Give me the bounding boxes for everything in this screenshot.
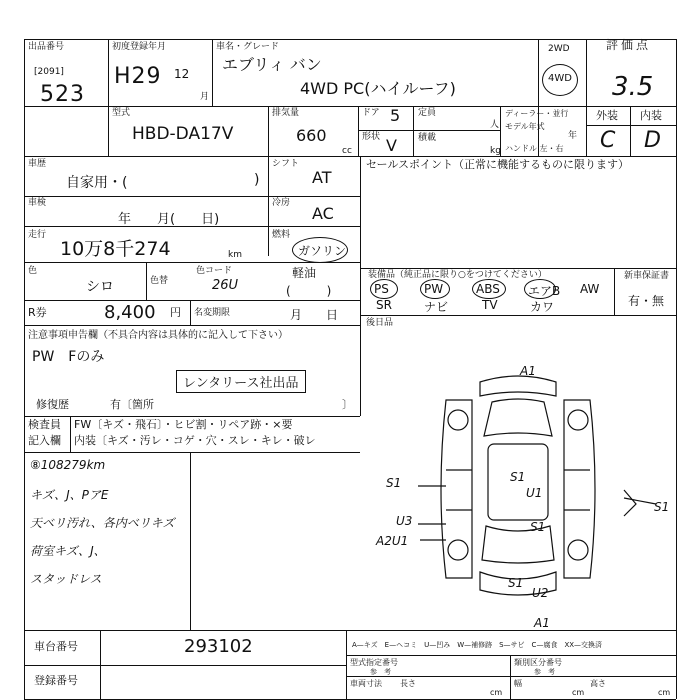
model-label: 型式 (112, 108, 131, 118)
warranty: 有・無 (628, 294, 665, 308)
divider (510, 655, 511, 699)
fuel-paren: ( ) (286, 284, 332, 298)
shape: V (386, 136, 397, 155)
divider (268, 106, 269, 256)
color-code-label: 色コード (196, 266, 233, 276)
capacity-unit: 人 (490, 120, 500, 130)
divider (358, 106, 359, 156)
length-label: 長さ (400, 679, 416, 688)
repair-close: 〕 (342, 398, 353, 411)
divider (413, 106, 414, 156)
cc-unit: cc (342, 146, 352, 156)
era-year: H29 (114, 64, 162, 89)
equip-sr: SR (376, 298, 392, 312)
lot-number: 523 (40, 82, 85, 107)
inspection-row2: 内装〔キズ・汚レ・コゲ・穴・スレ・キレ・破レ (74, 434, 316, 447)
shaken-label: 車検 (28, 198, 47, 208)
damage-marks (360, 340, 676, 630)
car-name-label: 車名・グレード (216, 42, 280, 52)
mark-rear-window: S1 (530, 520, 546, 534)
lot-sub: [2091] (34, 67, 64, 77)
first-reg-label: 初度登録年月 (112, 42, 167, 52)
exterior-grade: C (600, 128, 616, 153)
divider (538, 39, 539, 156)
model-code: HBD-DA17V (132, 124, 234, 144)
repair-value: 有〔箇所 (110, 398, 154, 411)
equip-leather: カワ (530, 300, 555, 314)
divider (212, 39, 213, 106)
divider (24, 452, 360, 453)
recycle-amount: 8,400 (104, 302, 156, 323)
divider (346, 630, 347, 700)
reg-month: 12 (174, 67, 190, 81)
divider (190, 300, 191, 325)
dealer-label: ディーラー・並行 (505, 109, 569, 118)
model-year-label: モデル年式 (505, 122, 545, 131)
lot-label: 出品番号 (28, 42, 65, 52)
displacement: 660 (296, 126, 327, 145)
divider (360, 315, 676, 316)
width-label: 幅 (514, 679, 522, 688)
ac: AC (312, 204, 334, 223)
row2-bottom (24, 156, 676, 157)
handle-label: ハンドル 左・右 (505, 144, 564, 153)
history-close: ) (254, 172, 260, 188)
divider (358, 130, 500, 131)
memo-line: 天ベリ汚れ、各内ベリキズ (30, 516, 175, 530)
divider (614, 268, 615, 315)
length-cm: cm (490, 688, 503, 697)
model-number-label: 型式指定番号 (350, 658, 398, 667)
history-label: 車歴 (28, 159, 47, 169)
equip-airbag: エアB (528, 284, 561, 298)
doors: 5 (390, 106, 401, 125)
capacity-label: 定員 (418, 108, 437, 118)
mark-left-door: S1 (386, 476, 402, 490)
mark-u3: U3 (396, 514, 413, 528)
mileage: 10万8千274 (60, 238, 171, 260)
size-label: 車両寸法 (350, 679, 382, 688)
shape-label: 形状 (362, 132, 381, 142)
divider (586, 39, 587, 156)
divider (146, 262, 147, 300)
fuel-diesel: 軽油 (292, 266, 317, 280)
divider (360, 268, 676, 269)
divider (346, 676, 676, 677)
divider (586, 125, 676, 126)
shift: AT (312, 168, 332, 187)
divider (100, 630, 101, 700)
history: 自家用・( (66, 175, 128, 191)
load-label: 積載 (418, 133, 437, 143)
chassis-label: 車台番号 (34, 640, 78, 653)
notes-title: 注意事項申告欄（不具合内容は具体的に記入して下さい） (28, 330, 288, 341)
mileage-label: 走行 (28, 230, 47, 240)
name-change: 月 日 (290, 308, 339, 322)
fuel-label: 燃料 (272, 230, 291, 240)
color-label: 色 (28, 266, 38, 276)
memo-line: スタッドレス (30, 572, 102, 586)
class-ref: 参 考 (534, 668, 555, 676)
mark-right: S1 (654, 500, 670, 514)
equip-aw: AW (580, 282, 600, 296)
yen-unit: 円 (170, 306, 181, 319)
airbag-circle (524, 279, 556, 299)
shaken: 年 月( 日) (118, 212, 220, 227)
divider (108, 39, 109, 156)
divider (70, 416, 71, 452)
drive-4wd: 4WD (548, 73, 572, 84)
damage-legend: A—キズ E—ヘコミ U—凹み W—補修跡 S—サビ C—腐食 XX—交換済 (352, 641, 603, 649)
equip-pw: PW (424, 282, 444, 296)
equip-navi: ナビ (424, 300, 449, 314)
recycle-label: R券 (28, 306, 47, 319)
memo-line: ⑧108279km (30, 458, 106, 472)
memo-line: 荷室キズ、J、 (30, 544, 106, 558)
grade: 4WD PC(ハイルーフ) (300, 79, 456, 98)
sales-title: セールスポイント（正常に機能するものに限ります） (366, 158, 630, 171)
model-ref: 参 考 (370, 668, 391, 676)
divider (24, 325, 360, 326)
color: シロ (86, 279, 114, 295)
color-code: 26U (212, 278, 239, 293)
score-value: 3.5 (612, 72, 654, 102)
inspector-label2: 記入欄 (28, 434, 61, 447)
mark-rear: A1 (534, 616, 550, 630)
chassis-number: 293102 (184, 636, 253, 657)
km-unit: km (228, 250, 242, 260)
interior-label: 内装 (640, 109, 662, 122)
shift-label: シフト (272, 159, 300, 169)
pw-circle (420, 279, 450, 299)
frame-top (24, 39, 676, 40)
equip-abs: ABS (476, 282, 500, 296)
load-unit: kg (490, 146, 501, 156)
mark-a2u1: A2U1 (376, 534, 409, 548)
score-label: 評価点 (606, 38, 652, 52)
drive-2wd: 2WD (548, 44, 570, 54)
memo-line: キズ、J、PアE (30, 488, 109, 502)
repair-label: 修復歴 (36, 398, 69, 411)
mark-rear-s1: S1 (508, 576, 524, 590)
mark-u2: U2 (532, 586, 549, 600)
car-name: エブリィ バン (222, 55, 322, 74)
repaint-label: 色替 (150, 276, 169, 286)
divider (346, 655, 676, 656)
ps-circle (370, 279, 398, 299)
width-cm: cm (572, 688, 585, 697)
class-number-label: 類別区分番号 (514, 658, 562, 667)
equip-tv: TV (482, 298, 498, 312)
divider (24, 416, 360, 417)
frame-right (676, 39, 677, 699)
exterior-label: 外装 (596, 109, 618, 122)
month-unit: 月 (200, 92, 210, 102)
frame-left (24, 39, 25, 699)
mark-front: A1 (520, 364, 536, 378)
inspection-memo (30, 458, 200, 598)
ac-label: 冷房 (272, 198, 291, 208)
rental-stamp: レンタリース社出品 (176, 370, 306, 393)
doors-label: ドア (362, 108, 380, 118)
row1-bottom (24, 106, 676, 107)
equip-ps: PS (374, 282, 389, 296)
registration-label: 登録番号 (34, 674, 78, 687)
inspector-label1: 検査員 (28, 418, 61, 431)
height-label: 高さ (590, 679, 606, 688)
fuel-gas: ガソリン (298, 244, 347, 258)
warranty-label: 新車保証書 (624, 271, 670, 281)
year-unit: 年 (568, 131, 578, 141)
notes-text: PW Fのみ (32, 349, 105, 365)
mark-roof-u: U1 (526, 486, 543, 500)
rear-label: 後日品 (366, 318, 394, 328)
name-change-label: 名変期限 (194, 308, 231, 318)
divider (24, 196, 360, 197)
divider (24, 665, 346, 666)
interior-grade: D (644, 128, 661, 153)
equip-title: 装備品（純正品に限り○をつけてください） (368, 270, 547, 280)
divider (24, 630, 676, 631)
divider (630, 106, 631, 156)
mark-roof-1: S1 (510, 470, 526, 484)
height-cm: cm (658, 688, 671, 697)
inspection-row1: FW〔キズ・飛石〕・ヒビ割・リペア跡・×要 (74, 418, 293, 431)
divider (24, 300, 360, 301)
abs-circle (472, 279, 506, 299)
displacement-label: 排気量 (272, 108, 300, 118)
